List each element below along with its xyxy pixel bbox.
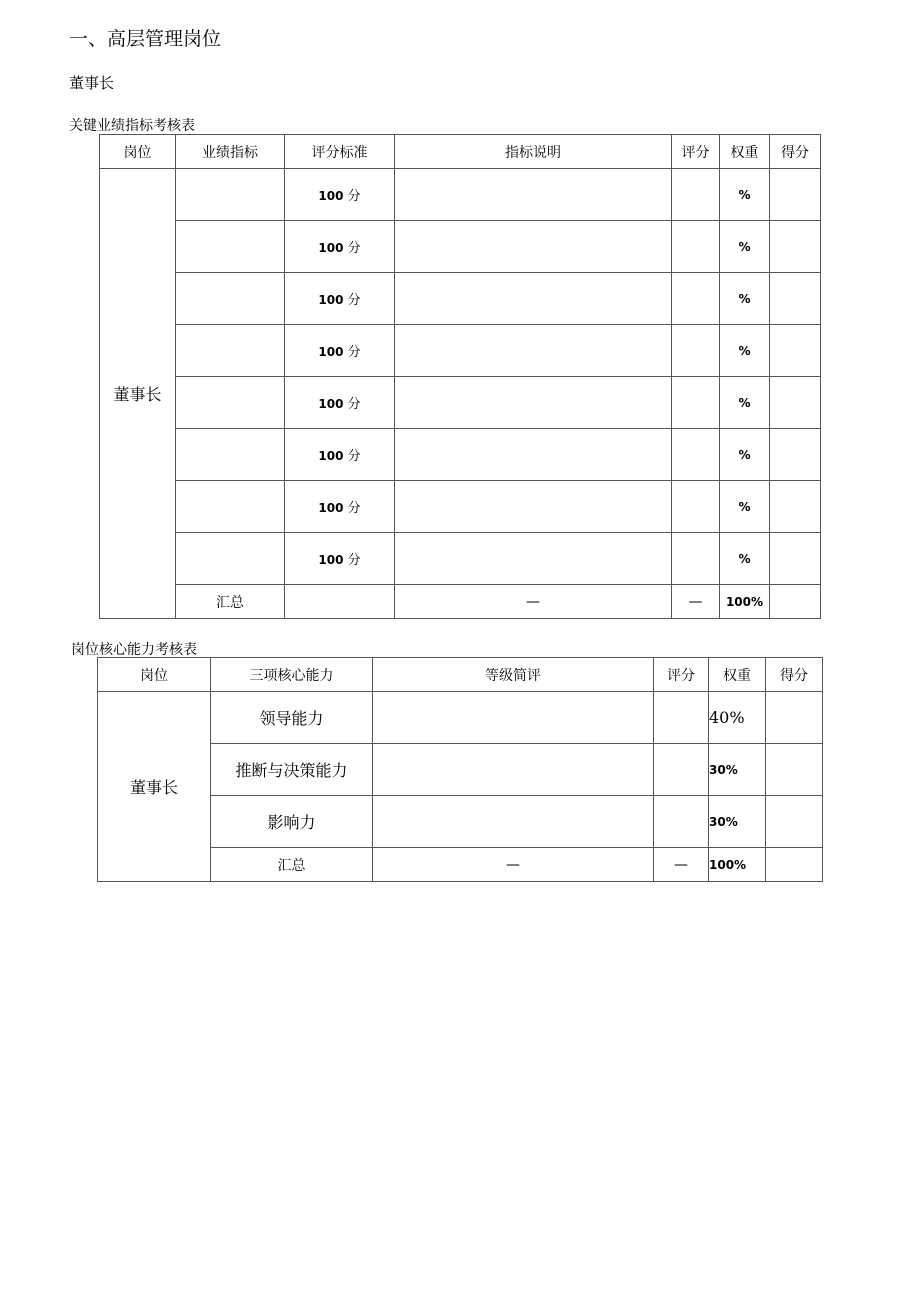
score-cell[interactable] <box>766 744 823 796</box>
header-score: 得分 <box>770 135 821 169</box>
total-standard-cell <box>285 585 395 619</box>
score-cell[interactable] <box>770 377 821 429</box>
kpi-row <box>100 533 821 585</box>
weight-cell: 30% <box>709 744 766 796</box>
weight-cell: % <box>720 377 770 429</box>
ability-name: 影响力 <box>211 796 373 848</box>
standard-value: 100 <box>318 345 344 359</box>
header-weight: 权重 <box>709 658 766 692</box>
description-cell[interactable] <box>395 481 672 533</box>
grade-cell[interactable] <box>373 796 654 848</box>
header-rating: 评分 <box>672 135 720 169</box>
indicator-cell[interactable] <box>176 169 285 221</box>
indicator-cell[interactable] <box>176 533 285 585</box>
score-cell[interactable] <box>770 325 821 377</box>
kpi-table <box>99 134 821 619</box>
indicator-cell[interactable] <box>176 429 285 481</box>
total-weight: 100% <box>709 848 766 882</box>
header-standard: 评分标准 <box>285 135 395 169</box>
weight-cell: % <box>720 325 770 377</box>
total-rating: — <box>672 585 720 619</box>
rating-cell[interactable] <box>654 796 709 848</box>
description-cell[interactable] <box>395 169 672 221</box>
header-position: 岗位 <box>98 658 211 692</box>
standard-cell <box>285 273 395 325</box>
standard-value: 100 <box>318 293 344 307</box>
header-rating: 评分 <box>654 658 709 692</box>
description-cell[interactable] <box>395 429 672 481</box>
standard-unit: 分 <box>343 449 361 464</box>
indicator-cell[interactable] <box>176 377 285 429</box>
total-rating: — <box>654 848 709 882</box>
kpi-row <box>100 221 821 273</box>
standard-value: 100 <box>318 241 344 255</box>
indicator-cell[interactable] <box>176 481 285 533</box>
kpi-row <box>100 325 821 377</box>
header-position: 岗位 <box>100 135 176 169</box>
score-cell[interactable] <box>770 221 821 273</box>
ability-table-caption: 岗位核心能力考核表 <box>71 642 197 658</box>
kpi-row <box>100 273 821 325</box>
grade-cell[interactable] <box>373 692 654 744</box>
score-cell[interactable] <box>770 273 821 325</box>
description-cell[interactable] <box>395 273 672 325</box>
ability-position-cell: 董事长 <box>98 692 211 882</box>
weight-cell: % <box>720 221 770 273</box>
total-description: — <box>395 585 672 619</box>
rating-cell[interactable] <box>672 221 720 273</box>
header-ability: 三项核心能力 <box>211 658 373 692</box>
total-score-cell[interactable] <box>766 848 823 882</box>
rating-cell[interactable] <box>672 325 720 377</box>
standard-unit: 分 <box>343 345 361 360</box>
rating-cell[interactable] <box>672 377 720 429</box>
rating-cell[interactable] <box>672 273 720 325</box>
rating-cell[interactable] <box>672 533 720 585</box>
score-cell[interactable] <box>770 169 821 221</box>
standard-unit: 分 <box>343 189 361 204</box>
standard-value: 100 <box>318 501 344 515</box>
standard-value: 100 <box>318 449 344 463</box>
rating-cell[interactable] <box>672 481 720 533</box>
indicator-cell[interactable] <box>176 325 285 377</box>
rating-cell[interactable] <box>654 692 709 744</box>
kpi-total-row <box>100 585 821 619</box>
role-heading: 董事长 <box>69 74 115 92</box>
standard-cell <box>285 429 395 481</box>
score-cell[interactable] <box>766 692 823 744</box>
total-grade: — <box>373 848 654 882</box>
kpi-position-cell: 董事长 <box>100 169 176 619</box>
rating-cell[interactable] <box>672 169 720 221</box>
total-weight: 100% <box>720 585 770 619</box>
standard-value: 100 <box>318 553 344 567</box>
grade-cell[interactable] <box>373 744 654 796</box>
kpi-row <box>100 377 821 429</box>
ability-row <box>98 692 823 744</box>
weight-cell: 40% <box>709 692 766 744</box>
weight-cell: % <box>720 481 770 533</box>
header-weight: 权重 <box>720 135 770 169</box>
weight-cell: % <box>720 429 770 481</box>
standard-unit: 分 <box>343 553 361 568</box>
kpi-row <box>100 169 821 221</box>
description-cell[interactable] <box>395 325 672 377</box>
standard-cell <box>285 481 395 533</box>
total-score-cell[interactable] <box>770 585 821 619</box>
score-cell[interactable] <box>770 481 821 533</box>
ability-name: 领导能力 <box>211 692 373 744</box>
standard-unit: 分 <box>343 501 361 516</box>
description-cell[interactable] <box>395 377 672 429</box>
weight-cell: % <box>720 169 770 221</box>
ability-header-row <box>98 658 823 692</box>
description-cell[interactable] <box>395 533 672 585</box>
kpi-row <box>100 429 821 481</box>
standard-unit: 分 <box>343 241 361 256</box>
score-cell[interactable] <box>766 796 823 848</box>
header-description: 指标说明 <box>395 135 672 169</box>
total-label: 汇总 <box>211 848 373 882</box>
kpi-row <box>100 481 821 533</box>
rating-cell[interactable] <box>672 429 720 481</box>
total-label: 汇总 <box>176 585 285 619</box>
header-score: 得分 <box>766 658 823 692</box>
standard-value: 100 <box>318 397 344 411</box>
standard-cell <box>285 377 395 429</box>
standard-unit: 分 <box>343 397 361 412</box>
weight-cell: % <box>720 533 770 585</box>
standard-cell <box>285 533 395 585</box>
standard-value: 100 <box>318 189 344 203</box>
header-indicator: 业绩指标 <box>176 135 285 169</box>
score-cell[interactable] <box>770 429 821 481</box>
description-cell[interactable] <box>395 221 672 273</box>
indicator-cell[interactable] <box>176 221 285 273</box>
header-grade: 等级简评 <box>373 658 654 692</box>
kpi-table-caption: 关键业绩指标考核表 <box>69 118 195 134</box>
standard-cell <box>285 169 395 221</box>
rating-cell[interactable] <box>654 744 709 796</box>
weight-cell: 30% <box>709 796 766 848</box>
standard-cell <box>285 221 395 273</box>
score-cell[interactable] <box>770 533 821 585</box>
standard-unit: 分 <box>343 293 361 308</box>
ability-name: 推断与决策能力 <box>211 744 373 796</box>
section-heading: 一、高层管理岗位 <box>69 28 222 50</box>
ability-table <box>97 657 823 882</box>
weight-cell: % <box>720 273 770 325</box>
indicator-cell[interactable] <box>176 273 285 325</box>
standard-cell <box>285 325 395 377</box>
kpi-header-row <box>100 135 821 169</box>
